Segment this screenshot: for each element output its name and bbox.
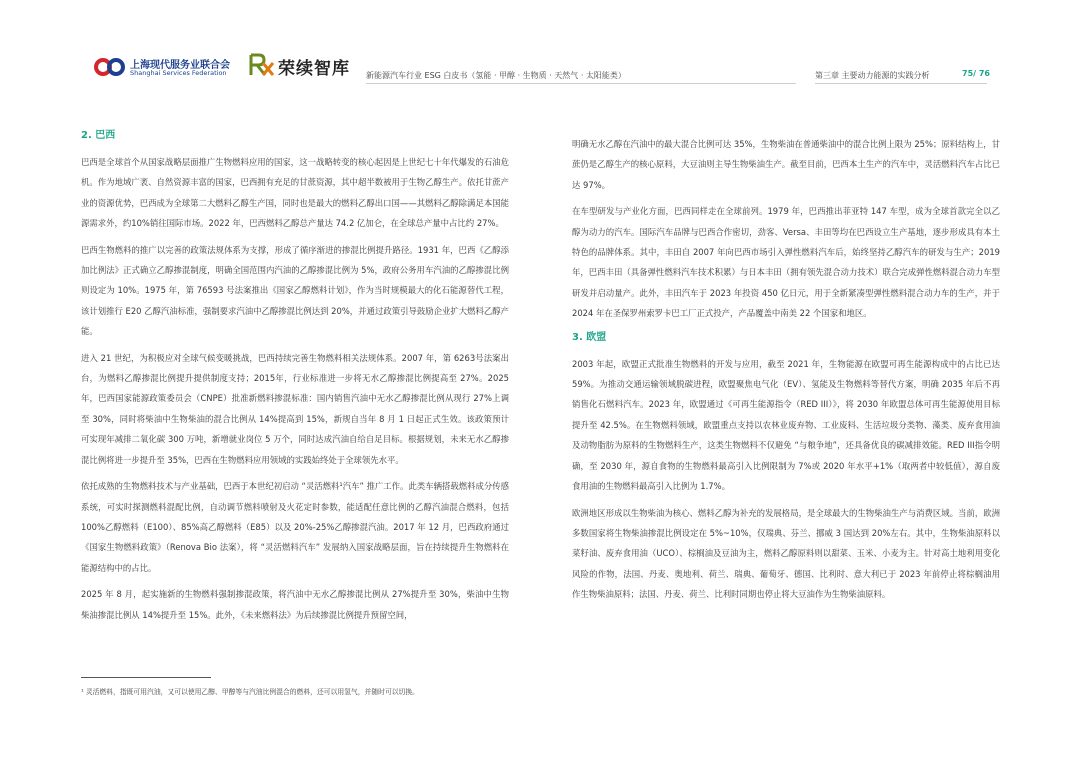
paragraph: 依托成熟的生物燃料技术与产业基础，巴西于本世纪初启动 “灵活燃料¹汽车” 推广工作。此类车辆搭载燃料成分传感系统，可实时探测燃料混配比例，自动调节燃料喷射及火花定时参数，能适配任意比例的乙醇汽油混合燃料，包括 100%乙醇燃料（E100）、85%高乙醇燃料（E85）以及 20%-25%乙醇掺混汽油。2017 年 12 月，巴西政府通过《国家生物燃料政策》（Renova Bio 法案），将 “灵活燃料汽车” 发展纳入国家战略层面，旨在持续提升生物燃料在能源结构中的占比。	[81, 481, 509, 573]
rongxu-logo-name: 荣续智库	[278, 59, 350, 79]
header-divider	[366, 83, 796, 84]
footnote-divider	[81, 677, 211, 678]
rongxu-emblem-icon	[248, 53, 274, 77]
paragraph: 巴西是全球首个从国家战略层面推广生物燃料应用的国家，这一战略转变的核心起因是上世纪七十年代爆发的石油危机。作为地域广袤、自然资源丰富的国家，巴西拥有充足的甘蔗资源，其中超半数被用于生物乙醇生产。依托甘蔗产业的资源优势，巴西成为全球第二大燃料乙醇生产国，同时也是最大的燃料乙醇出口国——其燃料乙醇除满足本国能源需求外，约10%销往国际市场。2022 年，巴西燃料乙醇总产量达 74.2 亿加仑，在全球总产量中占比约 27%。	[81, 157, 509, 229]
section-heading-brazil: 2. 巴西	[81, 130, 116, 141]
document-title: 新能源汽车行业 ESG 白皮书（氢能 · 甲醇 · 生物质 · 天然气 · 太阳能类）	[366, 71, 626, 80]
ssf-emblem-icon	[94, 54, 126, 80]
left-column	[81, 128, 509, 631]
ssf-logo	[94, 53, 244, 81]
paragraph: 进入 21 世纪，为积极应对全球气候变暖挑战，巴西持续完善生物燃料相关法规体系。2007 年，第 6263号法案出台，为燃料乙醇掺混比例提升提供制度支持；2015年，行业标准进一步将无水乙醇掺混比例提高至 27%。2025 年，巴西国家能源政策委员会（CNPE）批准新燃料掺混标准：国内销售汽油中无水乙醇掺混比例从现行 27%上调至 30%，同时将柴油中生物柴油的混合比例从 14%提高到 15%，新规自当年 8 月 1 日起正式生效。该政策预计可实现年减排二氧化碳 300 万吨，新增就业岗位 5 万个，同时达成汽油自给自足目标。根据规划，未来无水乙醇掺混比例将进一步提升至 35%，巴西在生物燃料应用领域的实践始终处于全球领先水平。	[81, 352, 509, 465]
right-column	[572, 134, 1000, 611]
paragraph: 明确无水乙醇在汽油中的最大混合比例可达 35%，生物柴油在普通柴油中的混合比例上限为 25%；原料结构上，甘蔗仍是乙醇生产的核心原料，大豆油则主导生物柴油生产。截至目前，巴西本土生产的汽车中，灵活燃料汽车占比已达 97%。	[572, 139, 1000, 190]
paragraph: 在车型研发与产业化方面，巴西同样走在全球前列。1979 年，巴西推出菲亚特 147 车型，成为全球首款完全以乙醇为动力的汽车。国际汽车品牌与巴西合作密切，劲客、Versa、丰田等均在巴西设立生产基地，逐步形成具有本土特色的品牌体系。其中，丰田自 2007 年向巴西市场引入弹性燃料汽车后，始终坚持乙醇汽车的研发与生产；2019 年，巴西丰田（具备弹性燃料汽车技术积累）与日本丰田（拥有领先混合动力技术）联合完成弹性燃料混合动力车型研发并启动量产。此外，丰田汽车于 2023 年投资 450 亿日元，用于全新紧凑型弹性燃料混合动力车的生产，并于 2024 年在圣保罗州索罗卡巴工厂正式投产，产品覆盖中南美 22 个国家和地区。	[572, 206, 1000, 319]
ssf-logo-en: Shanghai Services Federation	[130, 69, 227, 77]
ssf-logo-cn: 上海现代服务业联合会	[130, 60, 230, 71]
section-heading-eu: 3. 欧盟	[572, 331, 607, 343]
page-header	[0, 0, 1080, 96]
paragraph: 2025 年 8 月，起实施新的生物燃料强制掺混政策，将汽油中无水乙醇掺混比例从 27%提升至 30%，柴油中生物柴油掺混比例从 14%提升至 15%。此外，《未来燃料法》为后续掺混比例提升预留空间，	[81, 589, 509, 620]
paragraph: 2003 年起，欧盟正式批准生物燃料的开发与应用，截至 2021 年，生物能源在欧盟可再生能源构成中的占比已达 59%。为推动交通运输领域脱碳进程，欧盟聚焦电气化（EV）、氢能及生物燃料等替代方案，明确 2035 年后不再销售化石燃料汽车。2023 年，欧盟通过《可再生能源指令（RED III）》，将 2030 年欧盟总体可再生能源使用目标提升至 42.5%。在生物燃料领域，欧盟重点支持以农林业废弃物、工业废料、生活垃圾分类物、藻类、废弃食用油及动物脂肪为原料的生物燃料生产，这类生物燃料不仅避免 “与粮争地”，还具备优良的碳减排效能。RED III指令明确，至 2030 年，源自食物的生物燃料最高引入比例限制为 7%或 2020 年水平+1%（取两者中较低值），源自废食用油的生物燃料最高引入比例为 1.7%。	[572, 358, 1000, 492]
chapter-title: 第三章 主要动力能源的实践分析	[815, 71, 930, 80]
footnote: ¹ 灵活燃料，指既可用汽油，又可以使用乙醇、甲醇等与汽油比例混合的燃料，还可以用氢气，并随时可以切换。	[81, 688, 419, 696]
paragraph: 巴西生物燃料的推广以完善的政策法规体系为支撑，形成了循序渐进的掺混比例提升路径。1931 年，巴西《乙醇添加比例法》正式确立乙醇掺混制度，明确全国范围内汽油的乙醇掺混比例为 5%，政府公务用车汽油的乙醇掺混比例则设定为 10%。1975 年，第 76593 号法案推出《国家乙醇燃料计划》，作为当时规模最大的化石能源替代工程，该计划推行 E20 乙醇汽油标准，强制要求汽油中乙醇掺混比例达到 20%，并通过政策引导鼓励企业扩大燃料乙醇产能。	[81, 244, 509, 337]
paragraph: 欧洲地区形成以生物柴油为核心、燃料乙醇为补充的发展格局，是全球最大的生物柴油生产与消费区域。当前，欧洲多数国家将生物柴油掺混比例设定在 5%~10%，仅瑞典、芬兰、挪威 3 国达到 20%左右。其中，生物柴油原料以菜籽油、废弃食用油（UCO）、棕榈油及豆油为主，燃料乙醇原料则以甜菜、玉米、小麦为主。针对高土地利用变化风险的作物，法国、丹麦、奥地利、荷兰、瑞典、葡萄牙、德国、比利时、意大利已于 2023 年前停止将棕榈油用作生物柴油原料；法国、丹麦、荷兰、比利时同期也停止将大豆油作为生物柴油原料。	[572, 507, 1000, 600]
header-divider	[815, 83, 987, 84]
page-number: 75/ 76	[962, 69, 990, 78]
rongxu-logo	[248, 51, 358, 81]
